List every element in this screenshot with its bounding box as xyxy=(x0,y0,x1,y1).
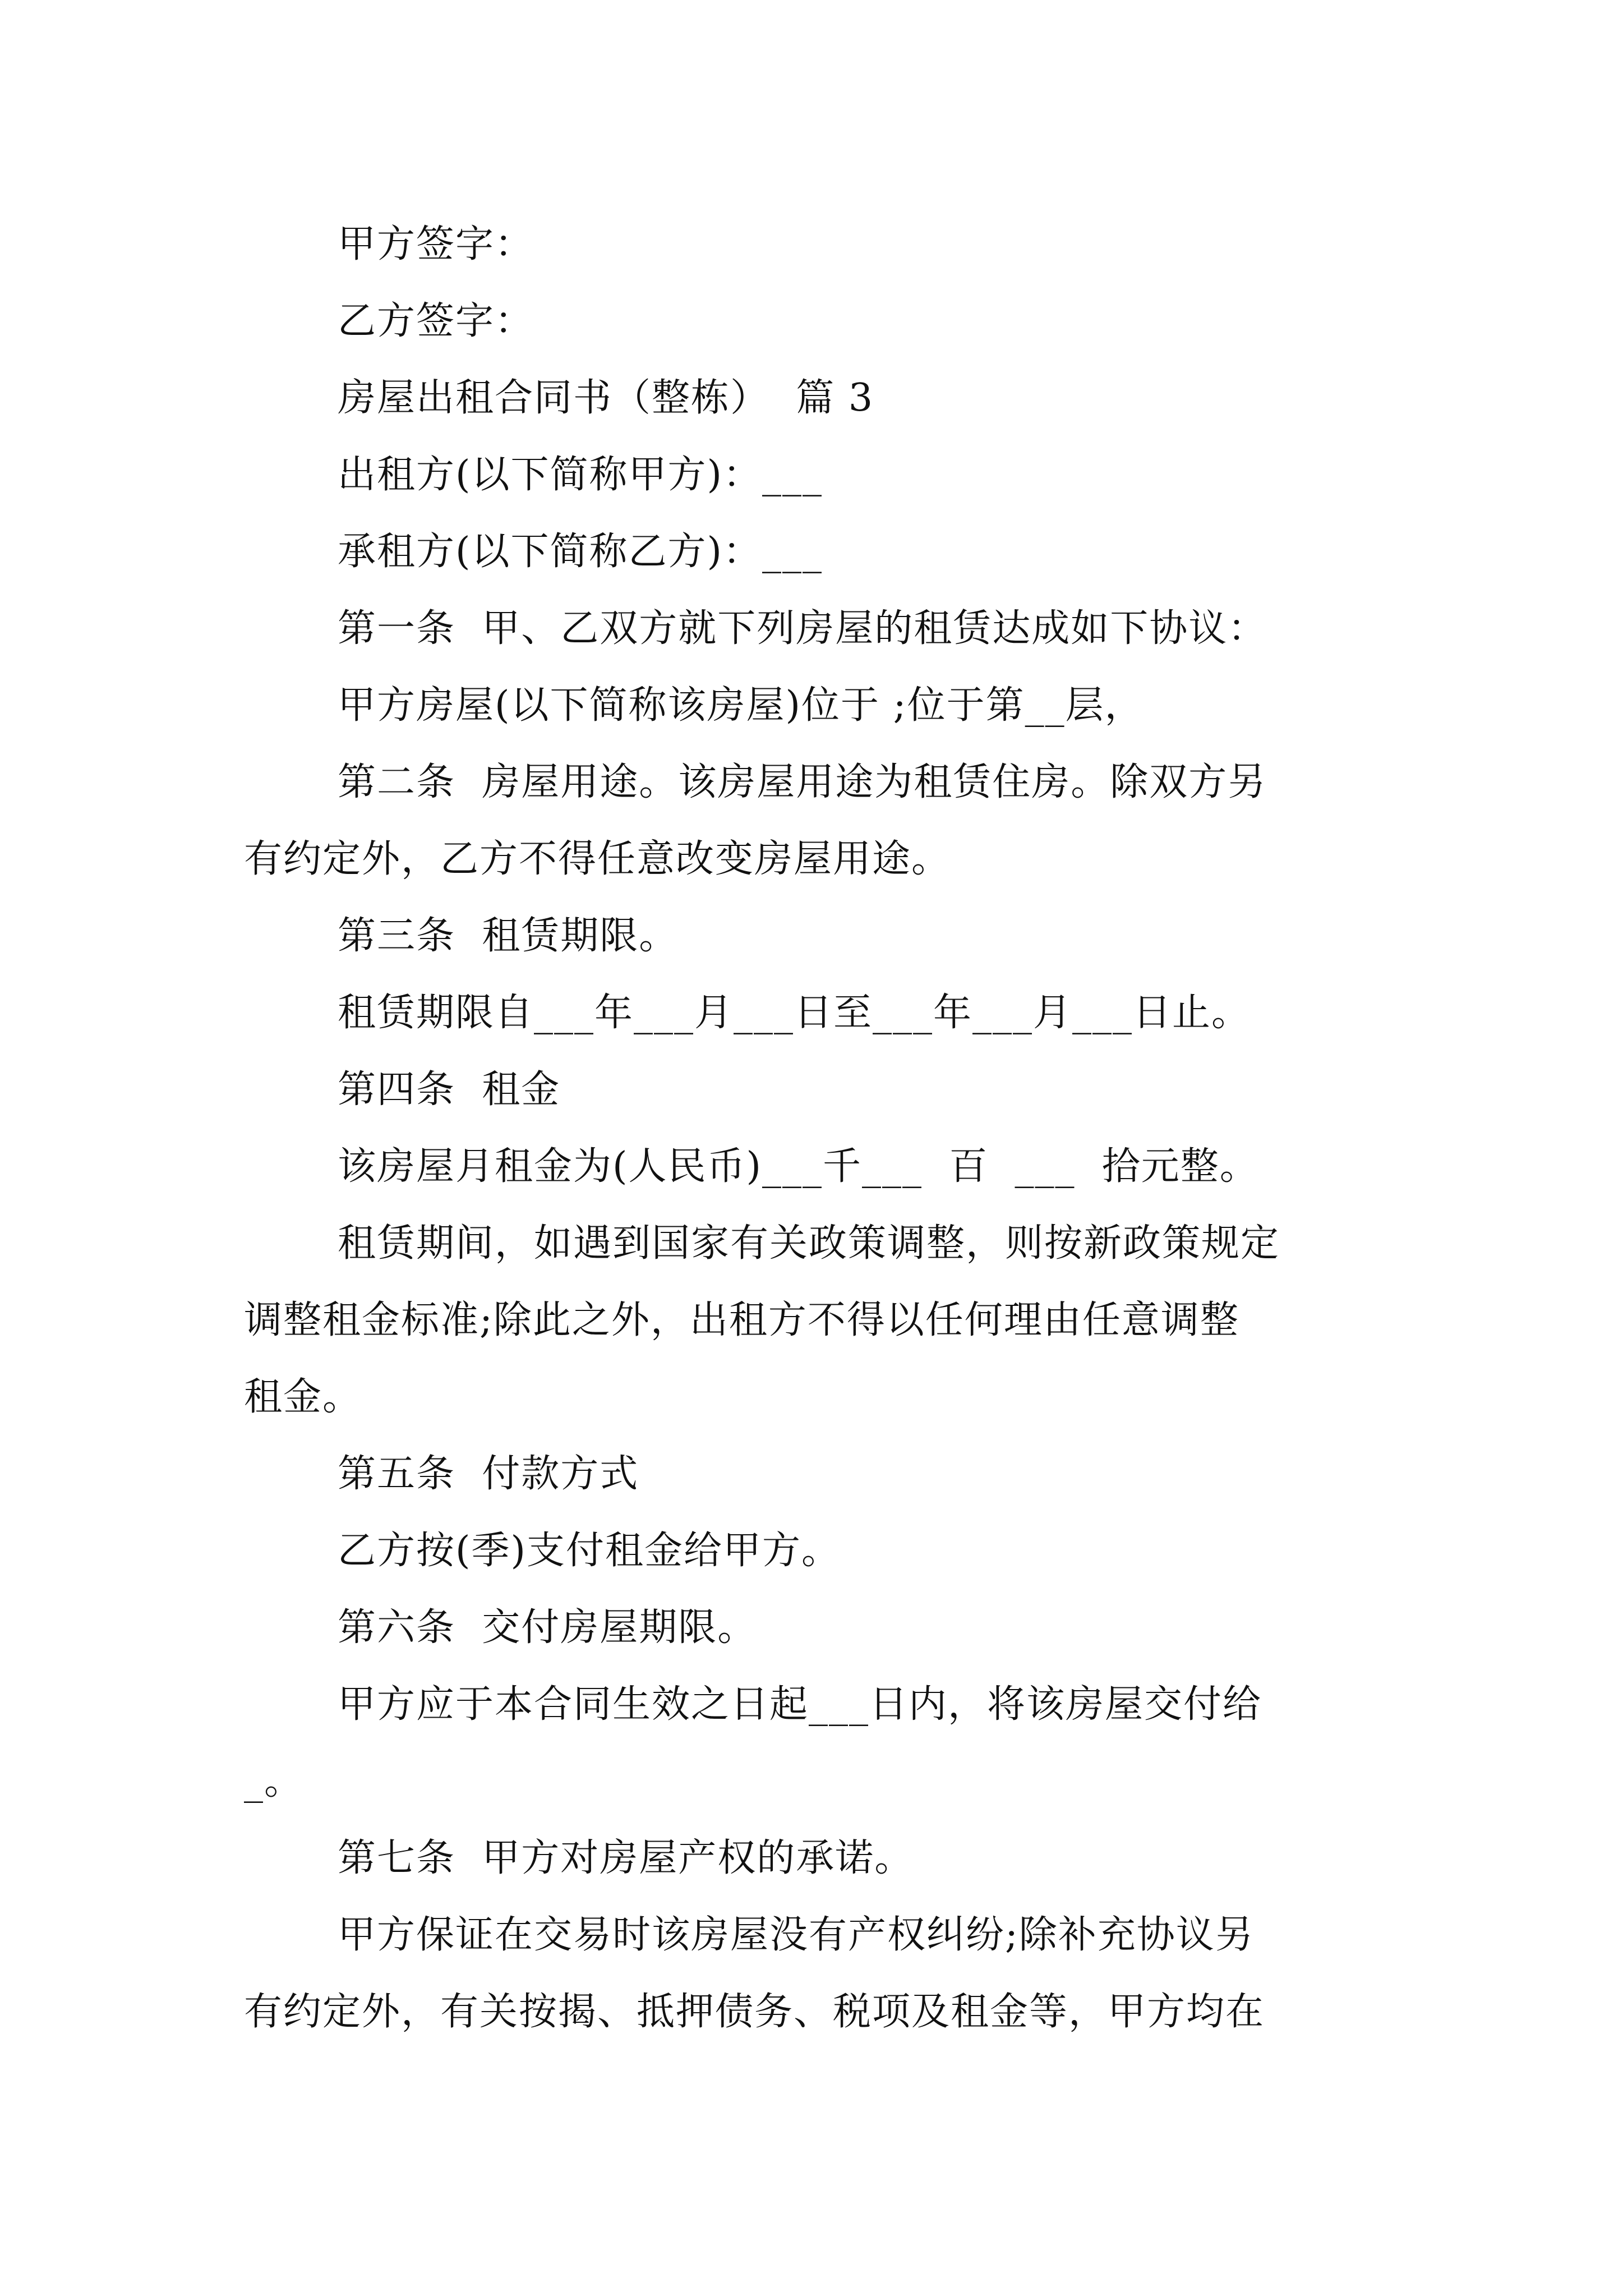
article-2-line-2: 有约定外，乙方不得任意改变房屋用途。 xyxy=(244,837,951,881)
property-rights-line-1: 甲方保证在交易时该房屋没有产权纠纷;除补充协议另 xyxy=(338,1913,1255,1957)
monthly-rent-line: 该房屋月租金为(人民币)___千___ 百 ___ 拾元整。 xyxy=(338,1144,1259,1189)
article-4-heading: 第四条 租金 xyxy=(338,1068,561,1112)
article-5-heading: 第五条 付款方式 xyxy=(338,1452,639,1496)
payment-method-line: 乙方按(季)支付租金给甲方。 xyxy=(338,1529,841,1573)
document-body xyxy=(244,206,1377,2050)
party-a-signature-line: 甲方签字： xyxy=(338,222,534,266)
article-6-heading: 第六条 交付房屋期限。 xyxy=(338,1605,757,1650)
rent-adjustment-line-3: 租金。 xyxy=(244,1375,362,1419)
article-1-heading: 第一条 甲、乙双方就下列房屋的租赁达成如下协议： xyxy=(338,606,1267,651)
lessor-line: 出租方(以下简称甲方)：___ xyxy=(338,453,823,497)
contract-title: 房屋出租合同书（整栋） 篇 3 xyxy=(338,376,874,420)
party-b-signature-line: 乙方签字： xyxy=(338,299,534,343)
delivery-term-line-1: 甲方应于本合同生效之日起___日内，将该房屋交付给 xyxy=(338,1682,1262,1727)
lease-term-line: 租赁期限自___年___月___日至___年___月___日止。 xyxy=(338,991,1251,1035)
lessee-line: 承租方(以下简称乙方)：___ xyxy=(338,530,823,574)
delivery-term-line-2: _。 xyxy=(244,1759,304,1803)
rent-adjustment-line-2: 调整租金标准;除此之外，出租方不得以任何理由任意调整 xyxy=(244,1298,1239,1342)
property-rights-line-2: 有约定外，有关按揭、抵押债务、税项及租金等，甲方均在 xyxy=(244,1990,1265,2034)
article-7-heading: 第七条 甲方对房屋产权的承诺。 xyxy=(338,1836,914,1880)
article-3-heading: 第三条 租赁期限。 xyxy=(338,914,679,958)
article-2-line-1: 第二条 房屋用途。该房屋用途为租赁住房。除双方另 xyxy=(338,760,1267,804)
rent-adjustment-line-1: 租赁期间，如遇到国家有关政策调整，则按新政策规定 xyxy=(338,1221,1280,1266)
property-location-line: 甲方房屋(以下简称该房屋)位于 ;位于第__层， xyxy=(338,683,1144,728)
